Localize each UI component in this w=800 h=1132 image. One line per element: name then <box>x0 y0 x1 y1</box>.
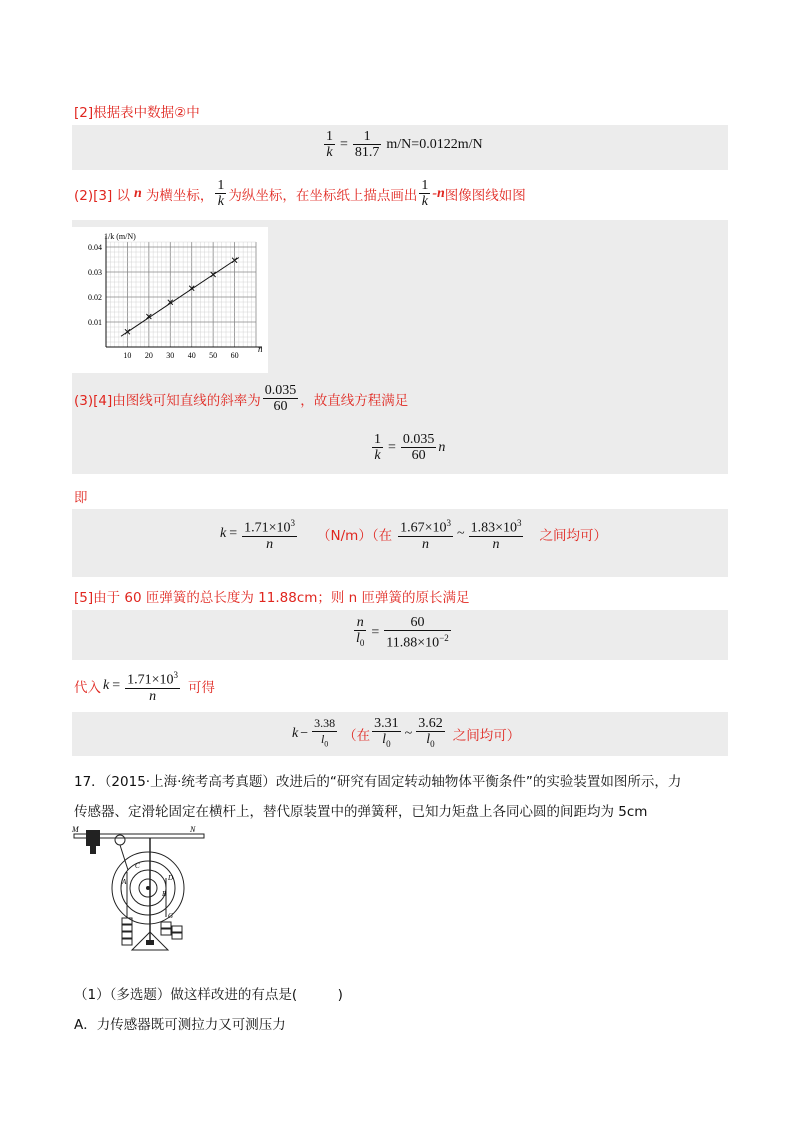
step-5-text: [5]由于 60 匝弹簧的总长度为 11.88cm；则 n 匝弹簧的原长满足 <box>74 590 470 606</box>
x-tick-label: 60 <box>230 351 239 360</box>
label-G: G <box>168 912 174 920</box>
label-C: C <box>135 862 140 870</box>
step-4-text: (3)[4]由图线可知直线的斜率为 $\frac{0.035}{60}$ ，故直线方程满足 <box>74 383 409 414</box>
step-3-text: (2)[3] 以 n 为横坐标， $\frac{1}{k}$ 为纵坐标，在坐标纸上描点画出 $\frac{1}{k}$ -n 图像图线如图 <box>74 178 526 209</box>
y-tick-label: 0.01 <box>88 318 102 327</box>
fraction-1-over-k: $\frac{1}{k}$ <box>326 129 333 160</box>
chart-1k-vs-n <box>72 227 268 373</box>
fraction-1-over-81-7: $\frac{1}{81.7}$ <box>354 129 380 160</box>
x-tick-label: 30 <box>166 351 175 360</box>
x-tick-label: 50 <box>209 351 218 360</box>
equation-line: $\frac{1}{k}$ = $\frac{0.035}{60}$ n <box>374 432 446 463</box>
label-M: M <box>72 825 79 834</box>
substitute-text: 代入 k = $\frac{1.71\times 10^3}{n}$ 可得 <box>74 670 216 704</box>
x-tick-label: 10 <box>123 351 132 360</box>
x-tick-label: 20 <box>144 351 153 360</box>
option-a: A．力传感器既可测拉力又可测压力 <box>74 1017 286 1033</box>
chart-x-label: n <box>258 344 263 354</box>
y-tick-label: 0.03 <box>88 268 102 277</box>
y-tick-label: 0.04 <box>88 243 102 252</box>
apparatus-diagram <box>70 822 210 962</box>
x-tick-label: 40 <box>187 351 196 360</box>
label-B: B <box>162 890 167 898</box>
equation-k: k = $\frac{1.71\times 10^3}{n}$ （N/m）（在 $\frac{1.67\times 10^3}{n}$ ~ $\frac{1.83\times 10^3}{n}$ 之间均可） <box>220 518 607 552</box>
question-17-line-2: 传感器、定滑轮固定在横杆上，替代原装置中的弹簧秤，已知力矩盘上各同心圆的间距均为 5cm <box>74 804 648 820</box>
sub-question-1: （1）（多选题）做这样改进的有点是( ) <box>74 987 343 1003</box>
label-N: N <box>190 825 196 834</box>
force-sensor <box>86 830 100 846</box>
pulley <box>115 835 125 845</box>
chart-y-label: 1/k (m/N) <box>104 232 136 241</box>
label-A: A <box>122 878 127 886</box>
step-2-text: [2]根据表中数据②中 <box>74 105 200 121</box>
equation-k-final: k − $\frac{3.38}{l_0}$ （在 $\frac{3.31}{l_0}$ ~ $\frac{3.62}{l_0}$ 之间均可） <box>292 716 521 749</box>
label-D: D <box>168 874 174 882</box>
ji-text: 即 <box>74 490 88 506</box>
equation-length: $\frac{n}{l_0}$ = $\frac{60}{11.88\times 10^{-2}}$ <box>356 615 449 651</box>
y-tick-label: 0.02 <box>88 293 102 302</box>
question-17-line-1: 17．（2015·上海·统考高考真题）改进后的“研究有固定转动轴物体平衡条件”的实验装置如图所示，力 <box>74 774 682 790</box>
equation-1k: $\frac{1}{k}$ = $\frac{1}{81.7}$ m/N=0.0122m/N <box>326 129 483 160</box>
